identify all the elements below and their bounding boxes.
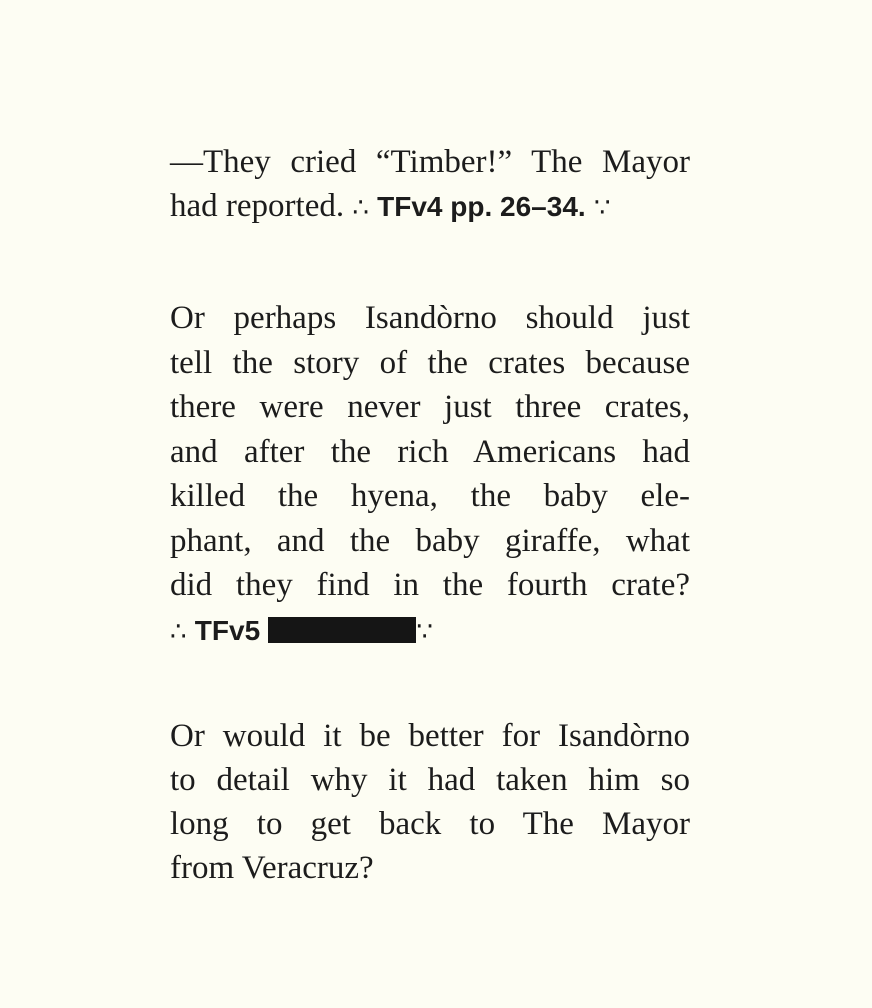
cross-reference-label: TFv4 pp. 26–34. [377,191,586,222]
paragraph-line: to detail why it had taken him so [170,762,690,798]
paragraph-line-text: had reported. [170,188,345,224]
paragraph-line: —They cried “Timber!” The Mayor [170,144,690,180]
paragraph-line: Or perhaps Isandòrno should just [170,300,690,336]
paragraph-line: Or would it be better for Isandòrno [170,718,690,754]
reference-open-mark: ∴ [170,616,187,647]
reference-open-mark: ∴ [352,193,369,223]
paragraph-line: did they find in the fourth crate? [170,567,690,603]
reference-close-mark: ∵ [593,193,611,223]
paragraph-line: tell the story of the crates because [170,344,690,381]
paragraph-line-with-reference [170,184,690,228]
reference-line [170,608,690,653]
reference-close-mark: ∵ [416,616,433,647]
redaction-bar [268,617,416,643]
paragraph-timber [170,140,690,228]
paragraph-crates [170,296,690,652]
paragraph-line: there were never just three crates, [170,389,690,425]
paragraph-veracruz [170,714,690,890]
paragraph-line: killed the hyena, the baby ele- [170,478,690,514]
paragraph-line: from Veracruz? [170,850,374,886]
paragraph-line: phant, and the baby giraffe, what [170,522,690,559]
paragraph-line: and after the rich Americans had [170,433,690,470]
cross-reference-label: TFv5 [194,614,261,646]
paragraph-line: long to get back to The Mayor [170,806,690,842]
